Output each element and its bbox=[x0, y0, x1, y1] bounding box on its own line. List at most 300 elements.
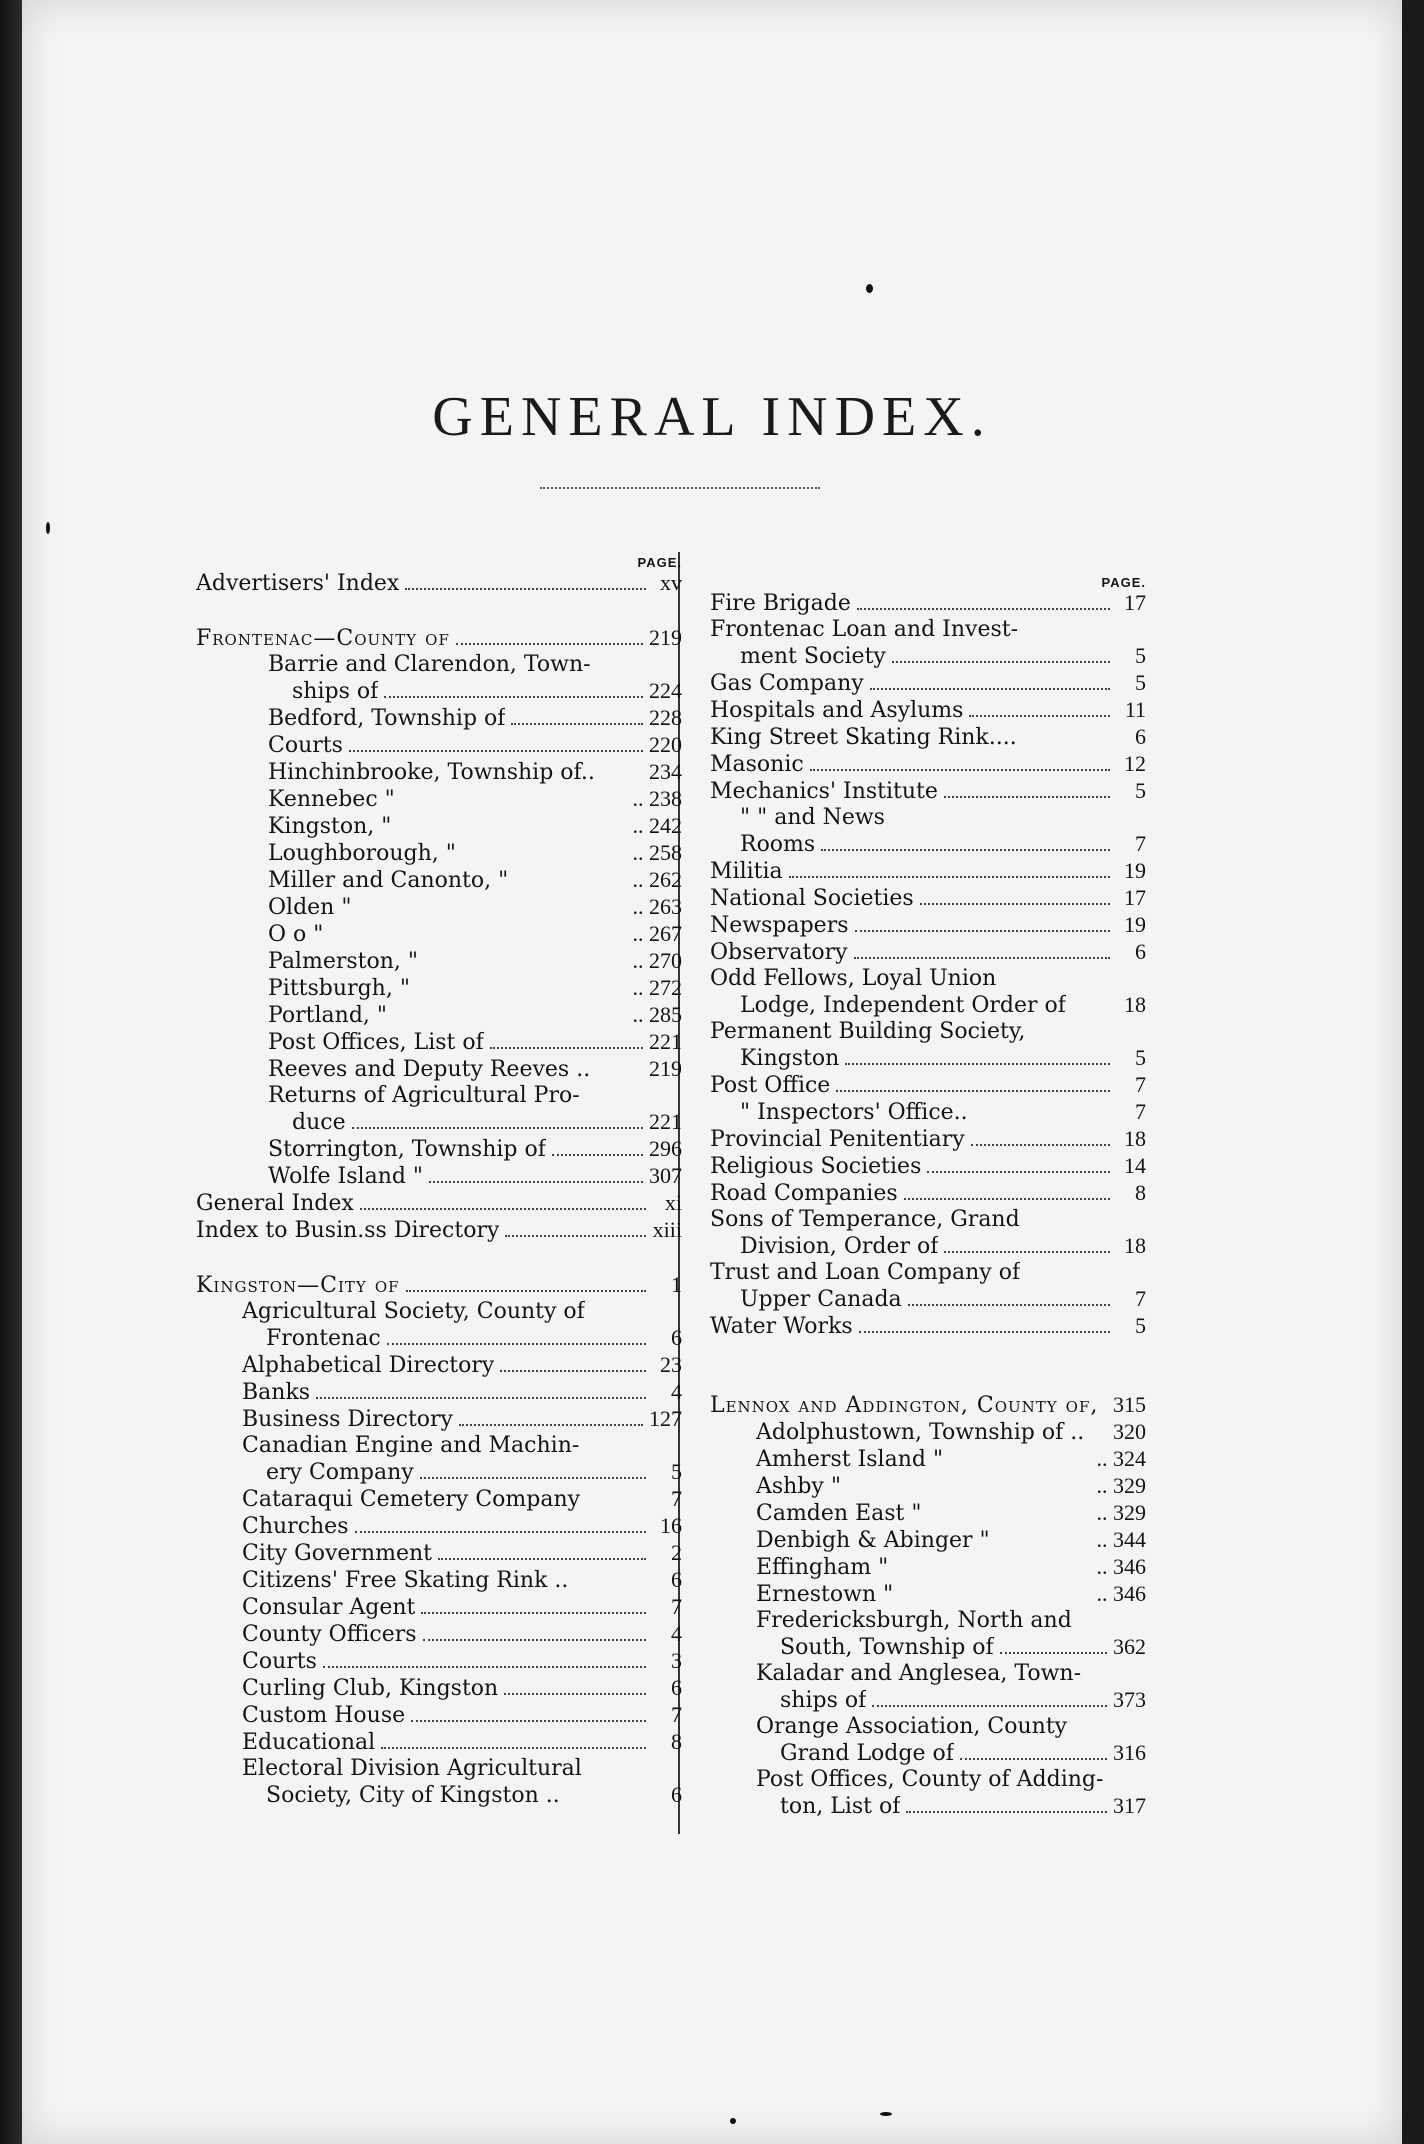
page-column-label: PAGE. bbox=[1101, 575, 1146, 590]
index-entry bbox=[196, 705, 682, 732]
entry-text: Water Works bbox=[710, 1314, 853, 1339]
dot-leader bbox=[854, 957, 1110, 959]
entry-page-number: 6 bbox=[671, 1567, 682, 1592]
index-entry bbox=[710, 1608, 1146, 1634]
entry-page-number: .. 329 bbox=[1096, 1473, 1146, 1498]
entry-text: Citizens' Free Skating Rink .. bbox=[242, 1568, 569, 1593]
entry-page-number: 307 bbox=[649, 1163, 682, 1188]
index-entry bbox=[710, 697, 1146, 724]
index-entry bbox=[710, 1180, 1146, 1207]
index-entry bbox=[196, 1217, 682, 1244]
dot-leader bbox=[490, 1047, 643, 1049]
index-entry bbox=[196, 867, 682, 894]
entry-page-number: 228 bbox=[649, 705, 682, 730]
entry-page-number: 219 bbox=[649, 625, 682, 650]
entry-page-number: 234 bbox=[649, 759, 682, 784]
entry-page-number: 221 bbox=[649, 1109, 682, 1134]
entry-text: Custom House bbox=[242, 1703, 406, 1728]
entry-text: Miller and Canonto, " bbox=[268, 868, 509, 893]
dot-leader bbox=[1000, 1652, 1107, 1654]
section-gap bbox=[196, 597, 682, 625]
entry-page-number: .. 267 bbox=[632, 921, 682, 946]
entry-text: Post Offices, List of bbox=[268, 1030, 484, 1055]
index-entry bbox=[196, 1729, 682, 1756]
entry-text: Frontenac Loan and Invest- bbox=[710, 617, 1019, 642]
entry-page-number: 23 bbox=[660, 1352, 682, 1377]
entry-page-number: 6 bbox=[671, 1675, 682, 1700]
index-entry bbox=[710, 858, 1146, 885]
index-entry bbox=[710, 1634, 1146, 1661]
entry-page-number: 11 bbox=[1124, 697, 1146, 722]
dot-leader bbox=[504, 1693, 646, 1695]
index-entry bbox=[710, 885, 1146, 912]
entry-text: Returns of Agricultural Pro- bbox=[268, 1083, 580, 1108]
index-entry bbox=[196, 1325, 682, 1352]
entry-page-number: 5 bbox=[1135, 1045, 1146, 1070]
entry-text: Lennox and Addington, County of, bbox=[710, 1393, 1099, 1418]
entry-page-number: 7 bbox=[1135, 1286, 1146, 1311]
section-gap bbox=[710, 1340, 1146, 1392]
entry-text: " " and News bbox=[740, 805, 885, 830]
index-entry bbox=[196, 1083, 682, 1109]
entry-page-number: 5 bbox=[1135, 778, 1146, 803]
entry-text: Provincial Penitentiary bbox=[710, 1127, 965, 1152]
index-entry bbox=[710, 966, 1146, 992]
entry-page-number: 8 bbox=[671, 1729, 682, 1754]
entry-text: Portland, " bbox=[268, 1003, 388, 1028]
dot-leader bbox=[387, 1343, 646, 1345]
entry-text: Post Offices, County of Adding- bbox=[756, 1767, 1104, 1792]
index-entry bbox=[196, 570, 682, 597]
entry-text: Division, Order of bbox=[740, 1234, 939, 1259]
index-entry bbox=[710, 778, 1146, 805]
entry-page-number: 7 bbox=[671, 1702, 682, 1727]
index-entry bbox=[710, 1072, 1146, 1099]
index-entry bbox=[710, 1740, 1146, 1767]
entry-text: Courts bbox=[242, 1649, 317, 1674]
dot-leader bbox=[423, 1639, 646, 1641]
entry-text: Ashby " bbox=[756, 1474, 841, 1499]
entry-text: Palmerston, " bbox=[268, 949, 419, 974]
entry-page-number: 6 bbox=[671, 1325, 682, 1350]
entry-page-number: 17 bbox=[1124, 885, 1146, 910]
entry-page-number: 5 bbox=[671, 1459, 682, 1484]
index-entry bbox=[196, 1002, 682, 1029]
index-entry bbox=[196, 1782, 682, 1809]
entry-page-number: 3 bbox=[671, 1648, 682, 1673]
dot-leader bbox=[810, 769, 1110, 771]
entry-page-number: 8 bbox=[1135, 1180, 1146, 1205]
entry-text: Kingston—City of bbox=[196, 1273, 400, 1298]
entry-text: Rooms bbox=[740, 832, 816, 857]
entry-text: Educational bbox=[242, 1730, 376, 1755]
index-entry bbox=[710, 1419, 1146, 1446]
entry-text: Kingston bbox=[740, 1046, 840, 1071]
entry-page-number: xi bbox=[664, 1190, 682, 1215]
entry-page-number: 6 bbox=[1135, 939, 1146, 964]
entry-page-number: 5 bbox=[1135, 670, 1146, 695]
index-entry bbox=[710, 1687, 1146, 1714]
page-title: GENERAL INDEX. bbox=[432, 386, 992, 448]
entry-text: Odd Fellows, Loyal Union bbox=[710, 966, 997, 991]
index-entry bbox=[196, 1648, 682, 1675]
left-column bbox=[196, 550, 682, 1809]
dot-leader bbox=[421, 1612, 646, 1614]
entry-text: ships of bbox=[292, 679, 379, 704]
entry-page-number: 7 bbox=[671, 1594, 682, 1619]
scan-speck bbox=[880, 2112, 892, 2116]
dot-leader bbox=[908, 1304, 1110, 1306]
entry-text: Militia bbox=[710, 859, 783, 884]
entry-text: Newspapers bbox=[710, 913, 849, 938]
dot-leader bbox=[505, 1235, 646, 1237]
entry-page-number: .. 346 bbox=[1096, 1554, 1146, 1579]
entry-text: Trust and Loan Company of bbox=[710, 1260, 1021, 1285]
entry-page-number: 5 bbox=[1135, 643, 1146, 668]
index-entry bbox=[710, 1527, 1146, 1554]
entry-text: Barrie and Clarendon, Town- bbox=[268, 652, 591, 677]
entry-page-number: .. 262 bbox=[632, 867, 682, 892]
entry-text: Frontenac—County of bbox=[196, 626, 450, 651]
index-entry bbox=[196, 1513, 682, 1540]
dot-leader bbox=[355, 1531, 647, 1533]
dot-leader bbox=[944, 796, 1110, 798]
entry-text: Hospitals and Asylums bbox=[710, 698, 964, 723]
entry-page-number: 7 bbox=[1135, 1072, 1146, 1097]
entry-page-number: .. 346 bbox=[1096, 1581, 1146, 1606]
entry-text: Ernestown " bbox=[756, 1582, 894, 1607]
dot-leader bbox=[969, 715, 1110, 717]
dot-leader bbox=[821, 849, 1110, 851]
entry-text: ships of bbox=[780, 1688, 867, 1713]
index-entry bbox=[710, 1099, 1146, 1126]
dot-leader bbox=[872, 1705, 1107, 1707]
dot-leader bbox=[352, 1127, 643, 1129]
dot-leader bbox=[845, 1063, 1110, 1065]
entry-text: Banks bbox=[242, 1380, 311, 1405]
index-entry bbox=[196, 1299, 682, 1325]
dot-leader bbox=[511, 723, 643, 725]
index-entry bbox=[196, 1029, 682, 1056]
entry-text: Kennebec " bbox=[268, 787, 395, 812]
entry-text: Upper Canada bbox=[740, 1287, 902, 1312]
entry-page-number: 14 bbox=[1124, 1153, 1146, 1178]
index-entry bbox=[196, 1136, 682, 1163]
entry-page-number: .. 329 bbox=[1096, 1500, 1146, 1525]
entry-page-number: 6 bbox=[1135, 724, 1146, 749]
entry-text: Society, City of Kingston .. bbox=[266, 1783, 560, 1808]
entry-page-number: .. 324 bbox=[1096, 1446, 1146, 1471]
entry-text: Olden " bbox=[268, 895, 352, 920]
index-entry bbox=[710, 1286, 1146, 1313]
entry-text: Curling Club, Kingston bbox=[242, 1676, 499, 1701]
entry-page-number: 6 bbox=[671, 1782, 682, 1807]
entry-text: Alphabetical Directory bbox=[242, 1353, 495, 1378]
index-entry bbox=[710, 1554, 1146, 1581]
index-entry bbox=[710, 939, 1146, 966]
dot-leader bbox=[855, 930, 1111, 932]
entry-text: National Societies bbox=[710, 886, 914, 911]
title-rule bbox=[540, 487, 820, 489]
entry-page-number: 220 bbox=[649, 732, 682, 757]
dot-leader bbox=[456, 643, 643, 645]
entry-text: Bedford, Township of bbox=[268, 706, 506, 731]
entry-text: Electoral Division Agricultural bbox=[242, 1756, 582, 1781]
index-entry bbox=[710, 1473, 1146, 1500]
dot-leader bbox=[381, 1747, 646, 1749]
index-entry bbox=[710, 1446, 1146, 1473]
index-entry bbox=[196, 1406, 682, 1433]
index-entry bbox=[196, 732, 682, 759]
index-entry bbox=[196, 1433, 682, 1459]
entry-page-number: 16 bbox=[660, 1513, 682, 1538]
entry-page-number: 2 bbox=[671, 1540, 682, 1565]
entry-text: " Inspectors' Office.. bbox=[740, 1100, 968, 1125]
entry-page-number: xiii bbox=[652, 1217, 682, 1242]
entry-page-number: .. 242 bbox=[632, 813, 682, 838]
index-entry bbox=[196, 1109, 682, 1136]
entry-page-number: 315 bbox=[1113, 1392, 1146, 1417]
index-entry bbox=[196, 1056, 682, 1083]
entry-page-number: 4 bbox=[671, 1621, 682, 1646]
index-entry bbox=[710, 831, 1146, 858]
entry-page-number: .. 270 bbox=[632, 948, 682, 973]
entry-page-number: 18 bbox=[1124, 992, 1146, 1017]
entry-page-number: 5 bbox=[1135, 1313, 1146, 1338]
index-entry bbox=[196, 813, 682, 840]
index-entry bbox=[196, 1190, 682, 1217]
dot-leader bbox=[944, 1251, 1110, 1253]
entry-text: Mechanics' Institute bbox=[710, 779, 938, 804]
entry-page-number: 19 bbox=[1124, 858, 1146, 883]
entry-text: County Officers bbox=[242, 1622, 417, 1647]
dot-leader bbox=[323, 1666, 646, 1668]
dot-leader bbox=[857, 608, 1110, 610]
entry-text: King Street Skating Rink.... bbox=[710, 725, 1017, 750]
index-entry bbox=[196, 759, 682, 786]
index-entry bbox=[710, 590, 1146, 617]
index-entry bbox=[710, 1045, 1146, 1072]
entry-text: Canadian Engine and Machin- bbox=[242, 1433, 580, 1458]
dot-leader bbox=[360, 1208, 646, 1210]
index-entry bbox=[196, 1163, 682, 1190]
entry-text: O o " bbox=[268, 922, 324, 947]
entry-page-number: 317 bbox=[1113, 1793, 1146, 1818]
right-index-list bbox=[710, 590, 1146, 1820]
dot-leader bbox=[429, 1181, 643, 1183]
entry-page-number: .. 285 bbox=[632, 1002, 682, 1027]
entry-text: South, Township of bbox=[780, 1635, 994, 1660]
entry-text: Religious Societies bbox=[710, 1154, 922, 1179]
entry-page-number: 7 bbox=[671, 1486, 682, 1511]
entry-page-number: .. 258 bbox=[632, 840, 682, 865]
index-entry bbox=[710, 1313, 1146, 1340]
entry-text: Grand Lodge of bbox=[780, 1741, 954, 1766]
index-entry bbox=[710, 1661, 1146, 1687]
entry-page-number: 12 bbox=[1124, 751, 1146, 776]
entry-page-number: 127 bbox=[649, 1406, 682, 1431]
entry-text: Wolfe Island " bbox=[268, 1164, 424, 1189]
entry-text: Masonic bbox=[710, 752, 804, 777]
index-entry bbox=[196, 1756, 682, 1782]
dot-leader bbox=[349, 750, 643, 752]
entry-page-number: 373 bbox=[1113, 1687, 1146, 1712]
index-entry bbox=[196, 1567, 682, 1594]
entry-page-number: 7 bbox=[1135, 831, 1146, 856]
entry-text: ery Company bbox=[266, 1460, 414, 1485]
index-entry bbox=[196, 1540, 682, 1567]
dot-leader bbox=[411, 1720, 646, 1722]
index-entry bbox=[196, 1675, 682, 1702]
entry-text: Storrington, Township of bbox=[268, 1137, 546, 1162]
entry-text: Pittsburgh, " bbox=[268, 976, 410, 1001]
entry-page-number: .. 344 bbox=[1096, 1527, 1146, 1552]
dot-leader bbox=[836, 1090, 1110, 1092]
index-entry bbox=[710, 992, 1146, 1019]
index-entry bbox=[710, 1581, 1146, 1608]
entry-text: Orange Association, County bbox=[756, 1714, 1068, 1739]
dot-leader bbox=[859, 1331, 1110, 1333]
entry-page-number: 224 bbox=[649, 678, 682, 703]
dot-leader bbox=[405, 588, 646, 590]
section-gap bbox=[196, 1244, 682, 1272]
index-entry bbox=[710, 1392, 1146, 1419]
entry-page-number: 219 bbox=[649, 1056, 682, 1081]
index-entry bbox=[196, 1594, 682, 1621]
dot-leader bbox=[406, 1290, 646, 1292]
entry-text: Sons of Temperance, Grand bbox=[710, 1207, 1020, 1232]
index-entry bbox=[710, 670, 1146, 697]
entry-text: Reeves and Deputy Reeves .. bbox=[268, 1057, 591, 1082]
index-entry bbox=[196, 786, 682, 813]
index-entry bbox=[196, 894, 682, 921]
index-entry bbox=[196, 625, 682, 652]
entry-text: ton, List of bbox=[780, 1794, 901, 1819]
entry-page-number: 18 bbox=[1124, 1233, 1146, 1258]
entry-text: Amherst Island " bbox=[756, 1447, 944, 1472]
dot-leader bbox=[960, 1758, 1107, 1760]
left-index-list bbox=[196, 570, 682, 1809]
index-entry bbox=[710, 1500, 1146, 1527]
dot-leader bbox=[552, 1154, 643, 1156]
index-entry bbox=[196, 1486, 682, 1513]
index-entry bbox=[196, 948, 682, 975]
index-entry bbox=[196, 1459, 682, 1486]
entry-text: Denbigh & Abinger " bbox=[756, 1528, 990, 1553]
index-entry bbox=[710, 1260, 1146, 1286]
dot-leader bbox=[316, 1397, 646, 1399]
index-entry bbox=[196, 1379, 682, 1406]
dot-leader bbox=[384, 696, 643, 698]
index-entry bbox=[196, 921, 682, 948]
entry-page-number: 316 bbox=[1113, 1740, 1146, 1765]
entry-page-number: 221 bbox=[649, 1029, 682, 1054]
dot-leader bbox=[459, 1424, 643, 1426]
entry-text: Kingston, " bbox=[268, 814, 392, 839]
entry-text: Adolphustown, Township of .. bbox=[756, 1420, 1085, 1445]
index-entry bbox=[710, 1767, 1146, 1793]
entry-text: Loughborough, " bbox=[268, 841, 456, 866]
scan-speck bbox=[46, 522, 50, 534]
entry-text: City Government bbox=[242, 1541, 432, 1566]
entry-text: Business Directory bbox=[242, 1407, 453, 1432]
dot-leader bbox=[420, 1477, 646, 1479]
index-entry bbox=[196, 1621, 682, 1648]
dot-leader bbox=[438, 1558, 646, 1560]
dot-leader bbox=[870, 688, 1110, 690]
entry-text: General Index bbox=[196, 1191, 354, 1216]
index-entry bbox=[710, 751, 1146, 778]
entry-page-number: 4 bbox=[671, 1379, 682, 1404]
index-entry bbox=[710, 1714, 1146, 1740]
dot-leader bbox=[920, 903, 1110, 905]
entry-text: Cataraqui Cemetery Company bbox=[242, 1487, 581, 1512]
page-column-label: PAGE. bbox=[637, 555, 682, 570]
index-entry bbox=[196, 840, 682, 867]
index-entry bbox=[196, 1702, 682, 1729]
index-entry bbox=[710, 1793, 1146, 1820]
entry-text: Gas Company bbox=[710, 671, 864, 696]
entry-text: Advertisers' Index bbox=[196, 571, 400, 596]
index-entry bbox=[710, 724, 1146, 751]
dot-leader bbox=[971, 1144, 1110, 1146]
dot-leader bbox=[500, 1370, 646, 1372]
entry-text: Consular Agent bbox=[242, 1595, 416, 1620]
index-entry bbox=[710, 912, 1146, 939]
entry-page-number: 7 bbox=[1135, 1099, 1146, 1124]
entry-page-number: 362 bbox=[1113, 1634, 1146, 1659]
entry-page-number: 18 bbox=[1124, 1126, 1146, 1151]
entry-page-number: .. 263 bbox=[632, 894, 682, 919]
entry-page-number: 19 bbox=[1124, 912, 1146, 937]
right-column bbox=[710, 570, 1146, 1820]
dot-leader bbox=[906, 1811, 1107, 1813]
index-entry bbox=[196, 652, 682, 678]
entry-page-number: 1 bbox=[671, 1272, 682, 1297]
entry-text: Index to Busin.ss Directory bbox=[196, 1218, 500, 1243]
index-entry bbox=[710, 1207, 1146, 1233]
entry-page-number: .. 272 bbox=[632, 975, 682, 1000]
entry-page-number: xv bbox=[660, 570, 682, 595]
index-entry bbox=[710, 1233, 1146, 1260]
entry-page-number: .. 238 bbox=[632, 786, 682, 811]
index-entry bbox=[710, 1019, 1146, 1045]
entry-text: Observatory bbox=[710, 940, 848, 965]
entry-text: Fire Brigade bbox=[710, 591, 851, 616]
entry-page-number: 320 bbox=[1113, 1419, 1146, 1444]
dot-leader bbox=[789, 876, 1110, 878]
entry-text: ment Society bbox=[740, 644, 886, 669]
entry-text: Permanent Building Society, bbox=[710, 1019, 1026, 1044]
entry-text: Lodge, Independent Order of bbox=[740, 993, 1066, 1018]
entry-text: Hinchinbrooke, Township of.. bbox=[268, 760, 595, 785]
scan-speck bbox=[866, 284, 873, 293]
entry-text: Post Office bbox=[710, 1073, 831, 1098]
entry-text: Kaladar and Anglesea, Town- bbox=[756, 1661, 1082, 1686]
index-entry bbox=[710, 1153, 1146, 1180]
index-entry bbox=[710, 643, 1146, 670]
index-entry bbox=[710, 1126, 1146, 1153]
entry-text: Camden East " bbox=[756, 1501, 922, 1526]
entry-text: Churches bbox=[242, 1514, 349, 1539]
entry-page-number: 296 bbox=[649, 1136, 682, 1161]
dot-leader bbox=[927, 1171, 1110, 1173]
index-entry bbox=[196, 975, 682, 1002]
entry-text: Effingham " bbox=[756, 1555, 889, 1580]
index-entry bbox=[196, 1272, 682, 1299]
entry-text: Agricultural Society, County of bbox=[242, 1299, 585, 1324]
dot-leader bbox=[892, 661, 1110, 663]
